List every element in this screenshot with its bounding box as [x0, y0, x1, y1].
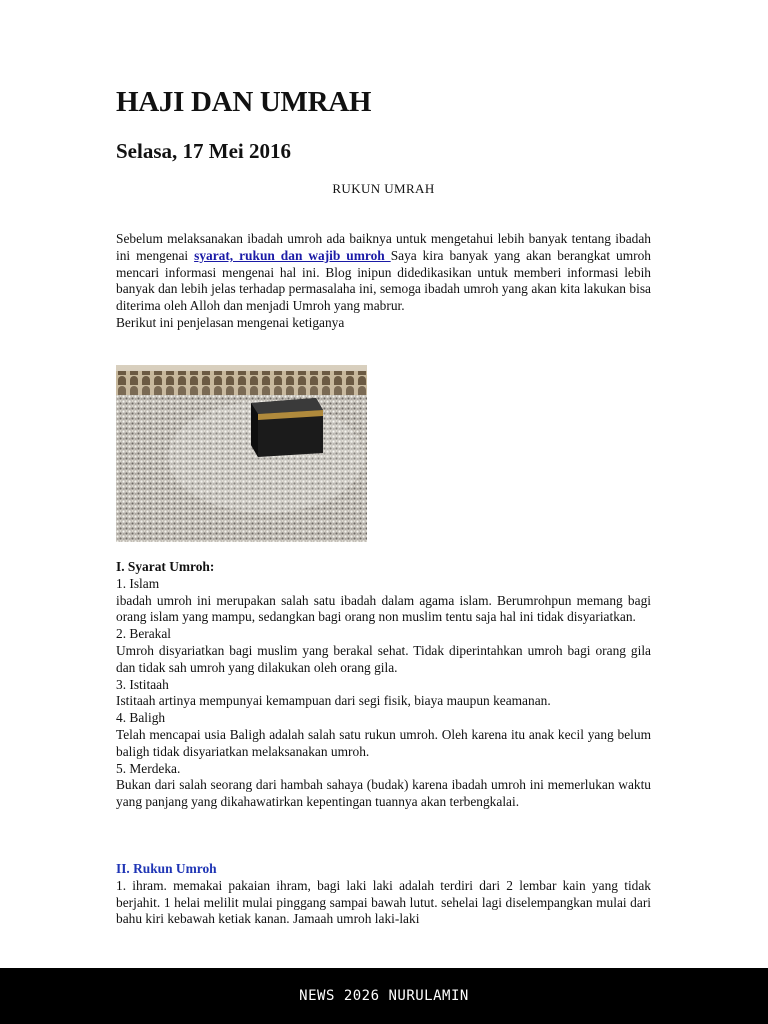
- syarat-text-baligh: Telah mencapai usia Baligh adalah salah satu rukun umroh. Oleh karena itu anak kecil yang belum baligh tidak disyariatkan melaksanakan umroh.: [116, 726, 651, 759]
- post-date: Selasa, 17 Mei 2016: [116, 139, 291, 163]
- syarat-heading: I. Syarat Umroh:: [116, 559, 215, 574]
- syarat-text-istitaah: Istitaah artinya mempunyai kemampuan dari segi fisik, biaya maupun keamanan.: [116, 693, 551, 709]
- syarat-label-baligh: 4. Baligh: [116, 710, 166, 726]
- rukun-heading: II. Rukun Umroh: [116, 861, 217, 876]
- syarat-label-istitaah: 3. Istitaah: [116, 676, 169, 692]
- syarat-label-berakal: 2. Berakal: [116, 626, 172, 642]
- syarat-label-islam: 1. Islam: [116, 575, 160, 591]
- blog-title[interactable]: HAJI DAN UMRAH: [116, 86, 372, 118]
- syarat-rukun-wajib-link[interactable]: syarat, rukun dan wajib umroh: [194, 247, 391, 263]
- footer-bar: [0, 968, 768, 1024]
- footer-text: NEWS 2026 NURULAMIN: [299, 988, 469, 1004]
- syarat-section: [116, 559, 651, 811]
- syarat-label-merdeka: 5. Merdeka.: [116, 760, 181, 776]
- syarat-text-merdeka: Bukan dari salah seorang dari hambah sahaya (budak) karena ibadah umroh ini memerlukan waktu yang panjang yang dikahawatirkan kepentingan tuannya akan terbengkalai.: [116, 777, 651, 810]
- intro-followup: Berikut ini penjelasan mengenai ketiganya: [116, 314, 345, 330]
- kaaba-crowd-photo-icon: [116, 365, 367, 542]
- intro-paragraph: [116, 231, 651, 332]
- rukun-section: [116, 861, 651, 928]
- syarat-text-islam: ibadah umroh ini merupakan salah satu ibadah dalam agama islam. Berumrohpun memang bagi orang islam yang mampu, sedangkan bagi orang non muslim tentu saja hal ini tidak disyariatkan.: [116, 592, 651, 625]
- intro-text-start: Sebelum melaksanakan ibadah umroh ada baiknya untuk mengetahui lebih banyak tentang ibadah ini mengenai: [116, 231, 651, 263]
- post-subtitle: RUKUN UMRAH: [332, 181, 435, 196]
- rukun-text-ihram: 1. ihram. memakai pakaian ihram, bagi laki laki adalah terdiri dari 2 lembar kain yang tidak berjahit. 1 helai melilit mulai pinggang sampai bawah lutut. sehelai lagi diselempangkan mulai dari bahu kiri kebawah ketiak kanan. Jamaah umroh laki-laki: [116, 877, 651, 927]
- intro-text-end: Saya kira banyak yang akan berangkat umroh mencari informasi mengenai hal ini. Blog inipun didedikasikan untuk memberi informasi lebih banyak dan lebih jelas terhadap permasalaha ini, semoga ibadah umroh yang akan kita lakukan bisa diterima oleh Alloh dan menjadi Umroh yang mabrur.: [116, 247, 652, 314]
- syarat-text-berakal: Umroh disyariatkan bagi muslim yang berakal sehat. Tidak diperintahkan umroh bagi orang gila dan tidak sah umroh yang dilakukan oleh orang gila.: [116, 642, 651, 675]
